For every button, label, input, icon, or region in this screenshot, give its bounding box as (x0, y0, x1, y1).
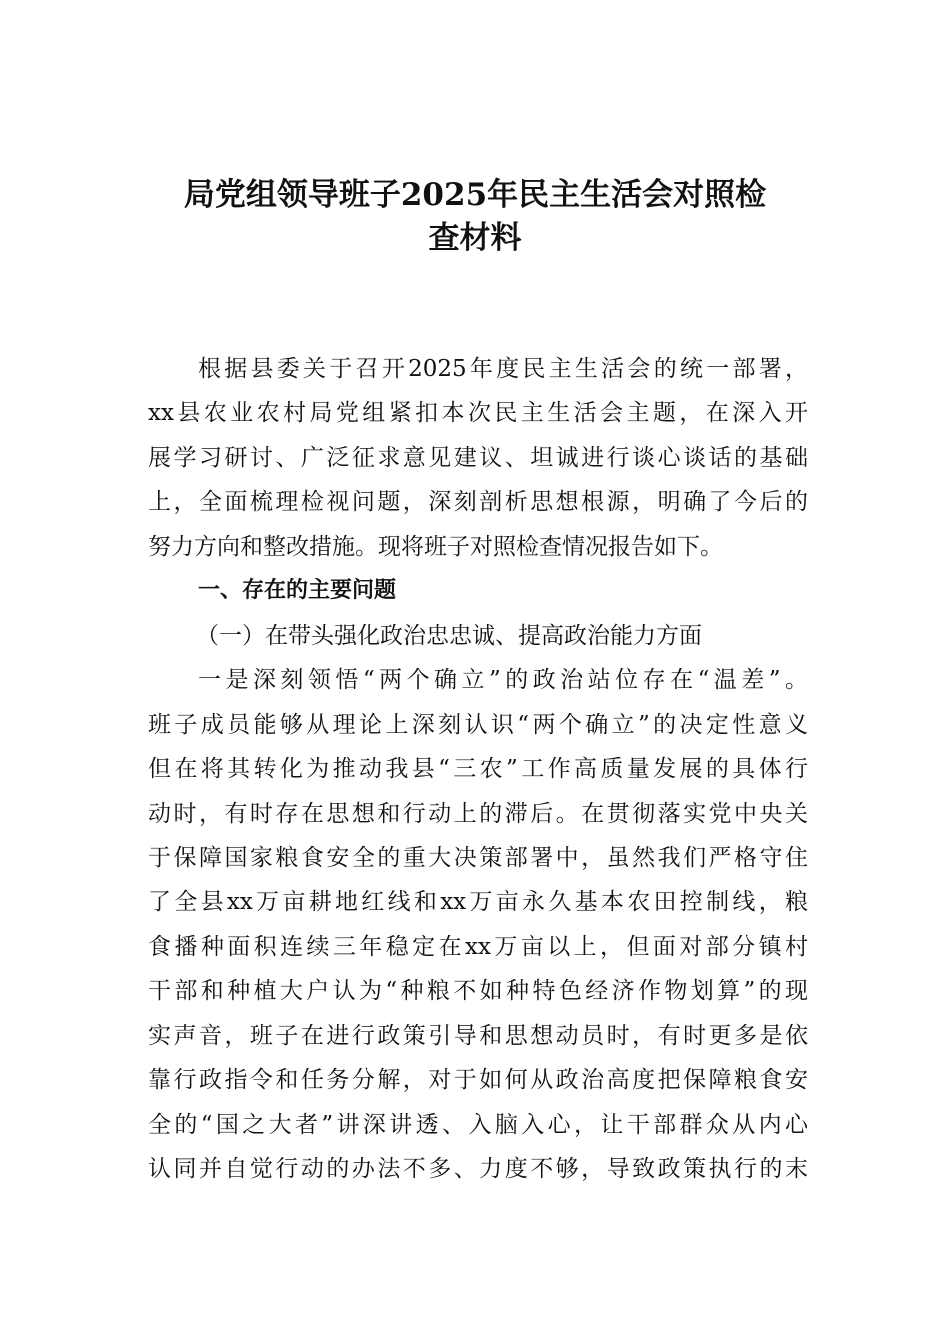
paragraph-line: 了全县xx万亩耕地红线和xx万亩永久基本农田控制线，粮 (148, 889, 808, 916)
paragraph-line: 但在将其转化为推动我县“三农”工作高质量发展的具体行 (148, 756, 808, 783)
paragraph-line: 干部和种植大户认为“种粮不如种特色经济作物划算”的现 (148, 978, 808, 1005)
paragraph-line: 动时，有时存在思想和行动上的滞后。在贯彻落实党中央关 (148, 800, 808, 827)
paragraph-line: xx县农业农村局党组紧扣本次民主生活会主题，在深入开 (148, 400, 808, 427)
paragraph-line: 全的“国之大者”讲深讲透、入脑入心，让干部群众从内心 (148, 1111, 808, 1138)
paragraph-line: 班子成员能够从理论上深刻认识“两个确立”的决定性意义 (148, 711, 808, 738)
paragraph-line: 一是深刻领悟“两个确立”的政治站位存在“温差”。 (198, 667, 808, 694)
paragraph-line: 实声音，班子在进行政策引导和思想动员时，有时更多是依 (148, 1022, 808, 1049)
paragraph-line: 靠行政指令和任务分解，对于如何从政治高度把保障粮食安 (148, 1067, 808, 1094)
paragraph-line: 认同并自觉行动的办法不多、力度不够，导致政策执行的末 (148, 1156, 808, 1183)
section-heading: 一、存在的主要问题 (198, 578, 397, 604)
document-title-line-1: 局党组领导班子2025年民主生活会对照检 (183, 177, 767, 213)
document-title-line-2: 查材料 (428, 220, 522, 256)
paragraph-line: 食播种面积连续三年稳定在xx万亩以上，但面对部分镇村 (148, 933, 808, 960)
paragraph-line: 努力方向和整改措施。现将班子对照检查情况报告如下。 (148, 533, 723, 560)
paragraph-line: 展学习研讨、广泛征求意见建议、坦诚进行谈心谈话的基础 (148, 444, 808, 471)
paragraph-line: 于保障国家粮食安全的重大决策部署中，虽然我们严格守住 (148, 844, 808, 871)
paragraph-line: 上，全面梳理检视问题，深刻剖析思想根源，明确了今后的 (148, 489, 808, 516)
section-heading: （一）在带头强化政治忠忠诚、提高政治能力方面 (196, 622, 702, 649)
paragraph-line: 根据县委关于召开2025年度民主生活会的统一部署， (198, 356, 808, 382)
